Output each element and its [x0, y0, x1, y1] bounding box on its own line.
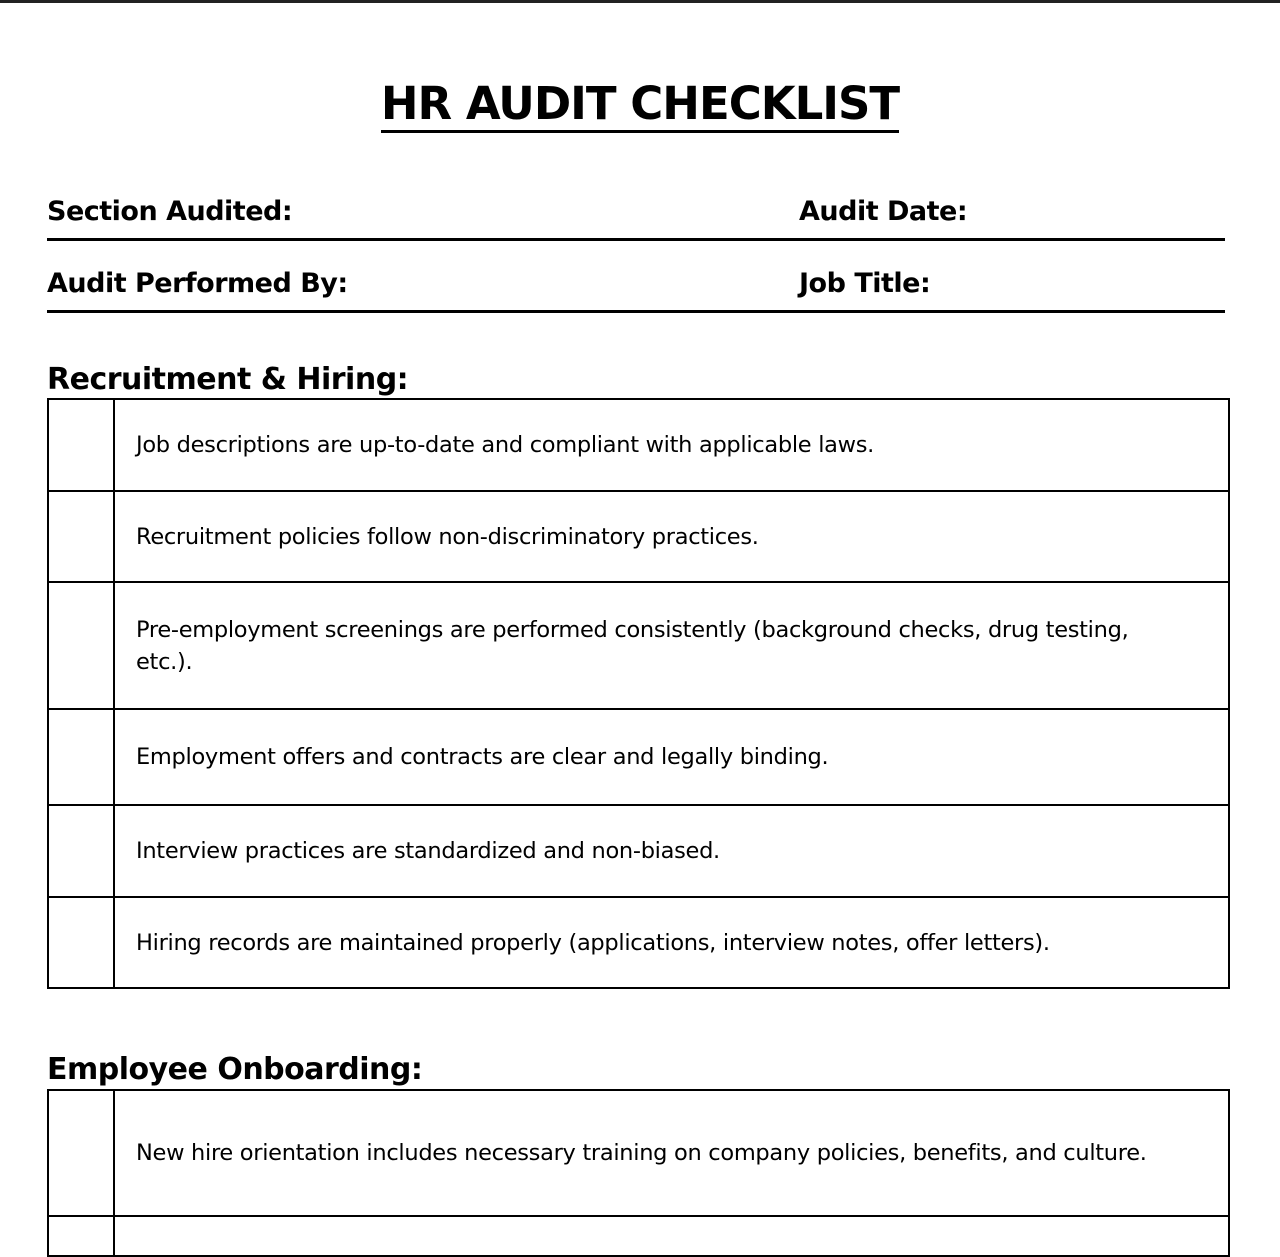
- checkbox[interactable]: [48, 582, 114, 709]
- checklist-item-text: Job descriptions are up-to-date and compliant with applicable laws.: [114, 399, 1229, 491]
- page-title: [0, 74, 1280, 134]
- section-audited-label: Section Audited:: [47, 196, 293, 227]
- checkbox[interactable]: [48, 709, 114, 805]
- checklist-row: [48, 582, 1229, 709]
- audit-performed-by-label: Audit Performed By:: [47, 268, 348, 299]
- checklist-row: [48, 805, 1229, 897]
- checkbox[interactable]: [48, 491, 114, 582]
- section-heading-recruitment: Recruitment & Hiring:: [47, 362, 409, 397]
- page-title-text: HR AUDIT CHECKLIST: [381, 77, 899, 133]
- checklist-row: [48, 1216, 1229, 1256]
- checkbox[interactable]: [48, 1216, 114, 1256]
- checklist-row: [48, 897, 1229, 988]
- checklist-item-text: Interview practices are standardized and non-biased.: [114, 805, 1229, 897]
- checklist-item-text: Pre-employment screenings are performed consistently (background checks, drug testing, etc.).: [114, 582, 1229, 709]
- job-title-label: Job Title:: [799, 268, 931, 299]
- field-row-performer-title: [47, 267, 1225, 313]
- checklist-row: [48, 399, 1229, 491]
- audit-date-label: Audit Date:: [799, 196, 968, 227]
- section-audited-line[interactable]: [47, 238, 1225, 241]
- section-heading-onboarding: Employee Onboarding:: [47, 1052, 423, 1087]
- checklist-row: [48, 491, 1229, 582]
- checklist-row: [48, 1090, 1229, 1216]
- checklist-item-text: New hire orientation includes necessary training on company policies, benefits, and culture.: [114, 1090, 1229, 1216]
- checklist-item-text: Recruitment policies follow non-discriminatory practices.: [114, 491, 1229, 582]
- checkbox[interactable]: [48, 1090, 114, 1216]
- checklist-item-text: [114, 1216, 1229, 1256]
- checkbox[interactable]: [48, 897, 114, 988]
- checklist-item-text: Hiring records are maintained properly (applications, interview notes, offer letters).: [114, 897, 1229, 988]
- checkbox[interactable]: [48, 399, 114, 491]
- checklist-row: [48, 709, 1229, 805]
- checklist-onboarding: [47, 1089, 1230, 1257]
- field-row-section-date: [47, 195, 1225, 241]
- checklist-recruitment: [47, 398, 1230, 989]
- top-border: [0, 0, 1280, 3]
- audit-performed-by-line[interactable]: [47, 310, 1225, 313]
- checkbox[interactable]: [48, 805, 114, 897]
- checklist-item-text: Employment offers and contracts are clear and legally binding.: [114, 709, 1229, 805]
